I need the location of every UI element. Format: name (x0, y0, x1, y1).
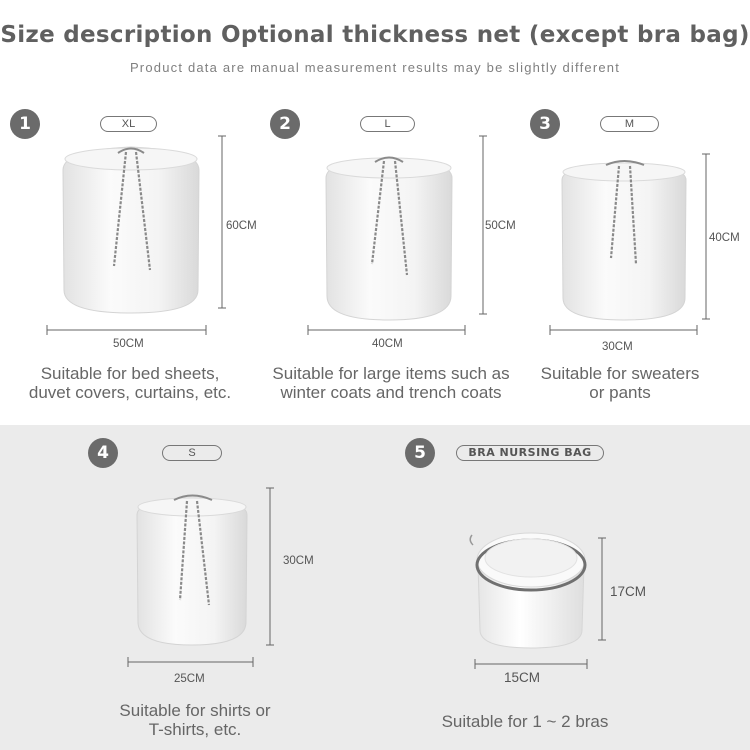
width-label-bra: 15CM (504, 670, 541, 685)
description-xl: Suitable for bed sheets, duvet covers, curtains, etc. (28, 364, 232, 402)
description-bra: Suitable for 1 ~ 2 bras (441, 712, 609, 731)
size-label-bra: BRA NURSING BAG (456, 445, 604, 461)
page-subtitle: Product data are manual measurement results may be slightly different (129, 60, 621, 75)
size-label-xl: XL (100, 116, 157, 132)
width-label-s: 25CM (174, 673, 205, 685)
bag-s-image (137, 496, 247, 646)
size-label-m: M (600, 116, 659, 132)
item-number-badge: 4 (88, 438, 118, 468)
width-label-m: 30CM (602, 341, 633, 353)
description-m: Suitable for sweaters or pants (540, 364, 700, 402)
item-number-badge: 5 (405, 438, 435, 468)
bag-l-image (326, 158, 452, 321)
height-label-bra: 17CM (610, 584, 647, 599)
page-title: Size description Optional thickness net (except bra bag) (0, 22, 750, 48)
height-label-xl: 60CM (226, 220, 257, 232)
width-label-xl: 50CM (113, 338, 144, 350)
size-label-l: L (360, 116, 415, 132)
bag-xl-image (63, 147, 199, 313)
width-label-l: 40CM (372, 338, 403, 350)
size-label-s: S (162, 445, 222, 461)
bra-bag-image (470, 533, 585, 648)
item-number-badge: 2 (270, 109, 300, 139)
item-number-badge: 1 (10, 109, 40, 139)
item-number-badge: 3 (530, 109, 560, 139)
height-label-s: 30CM (283, 555, 314, 567)
height-label-l: 50CM (485, 220, 516, 232)
bag-m-image (562, 161, 686, 320)
description-s: Suitable for shirts or T-shirts, etc. (119, 701, 271, 739)
description-l: Suitable for large items such as winter coats and trench coats (272, 364, 510, 402)
height-label-m: 40CM (709, 232, 740, 244)
